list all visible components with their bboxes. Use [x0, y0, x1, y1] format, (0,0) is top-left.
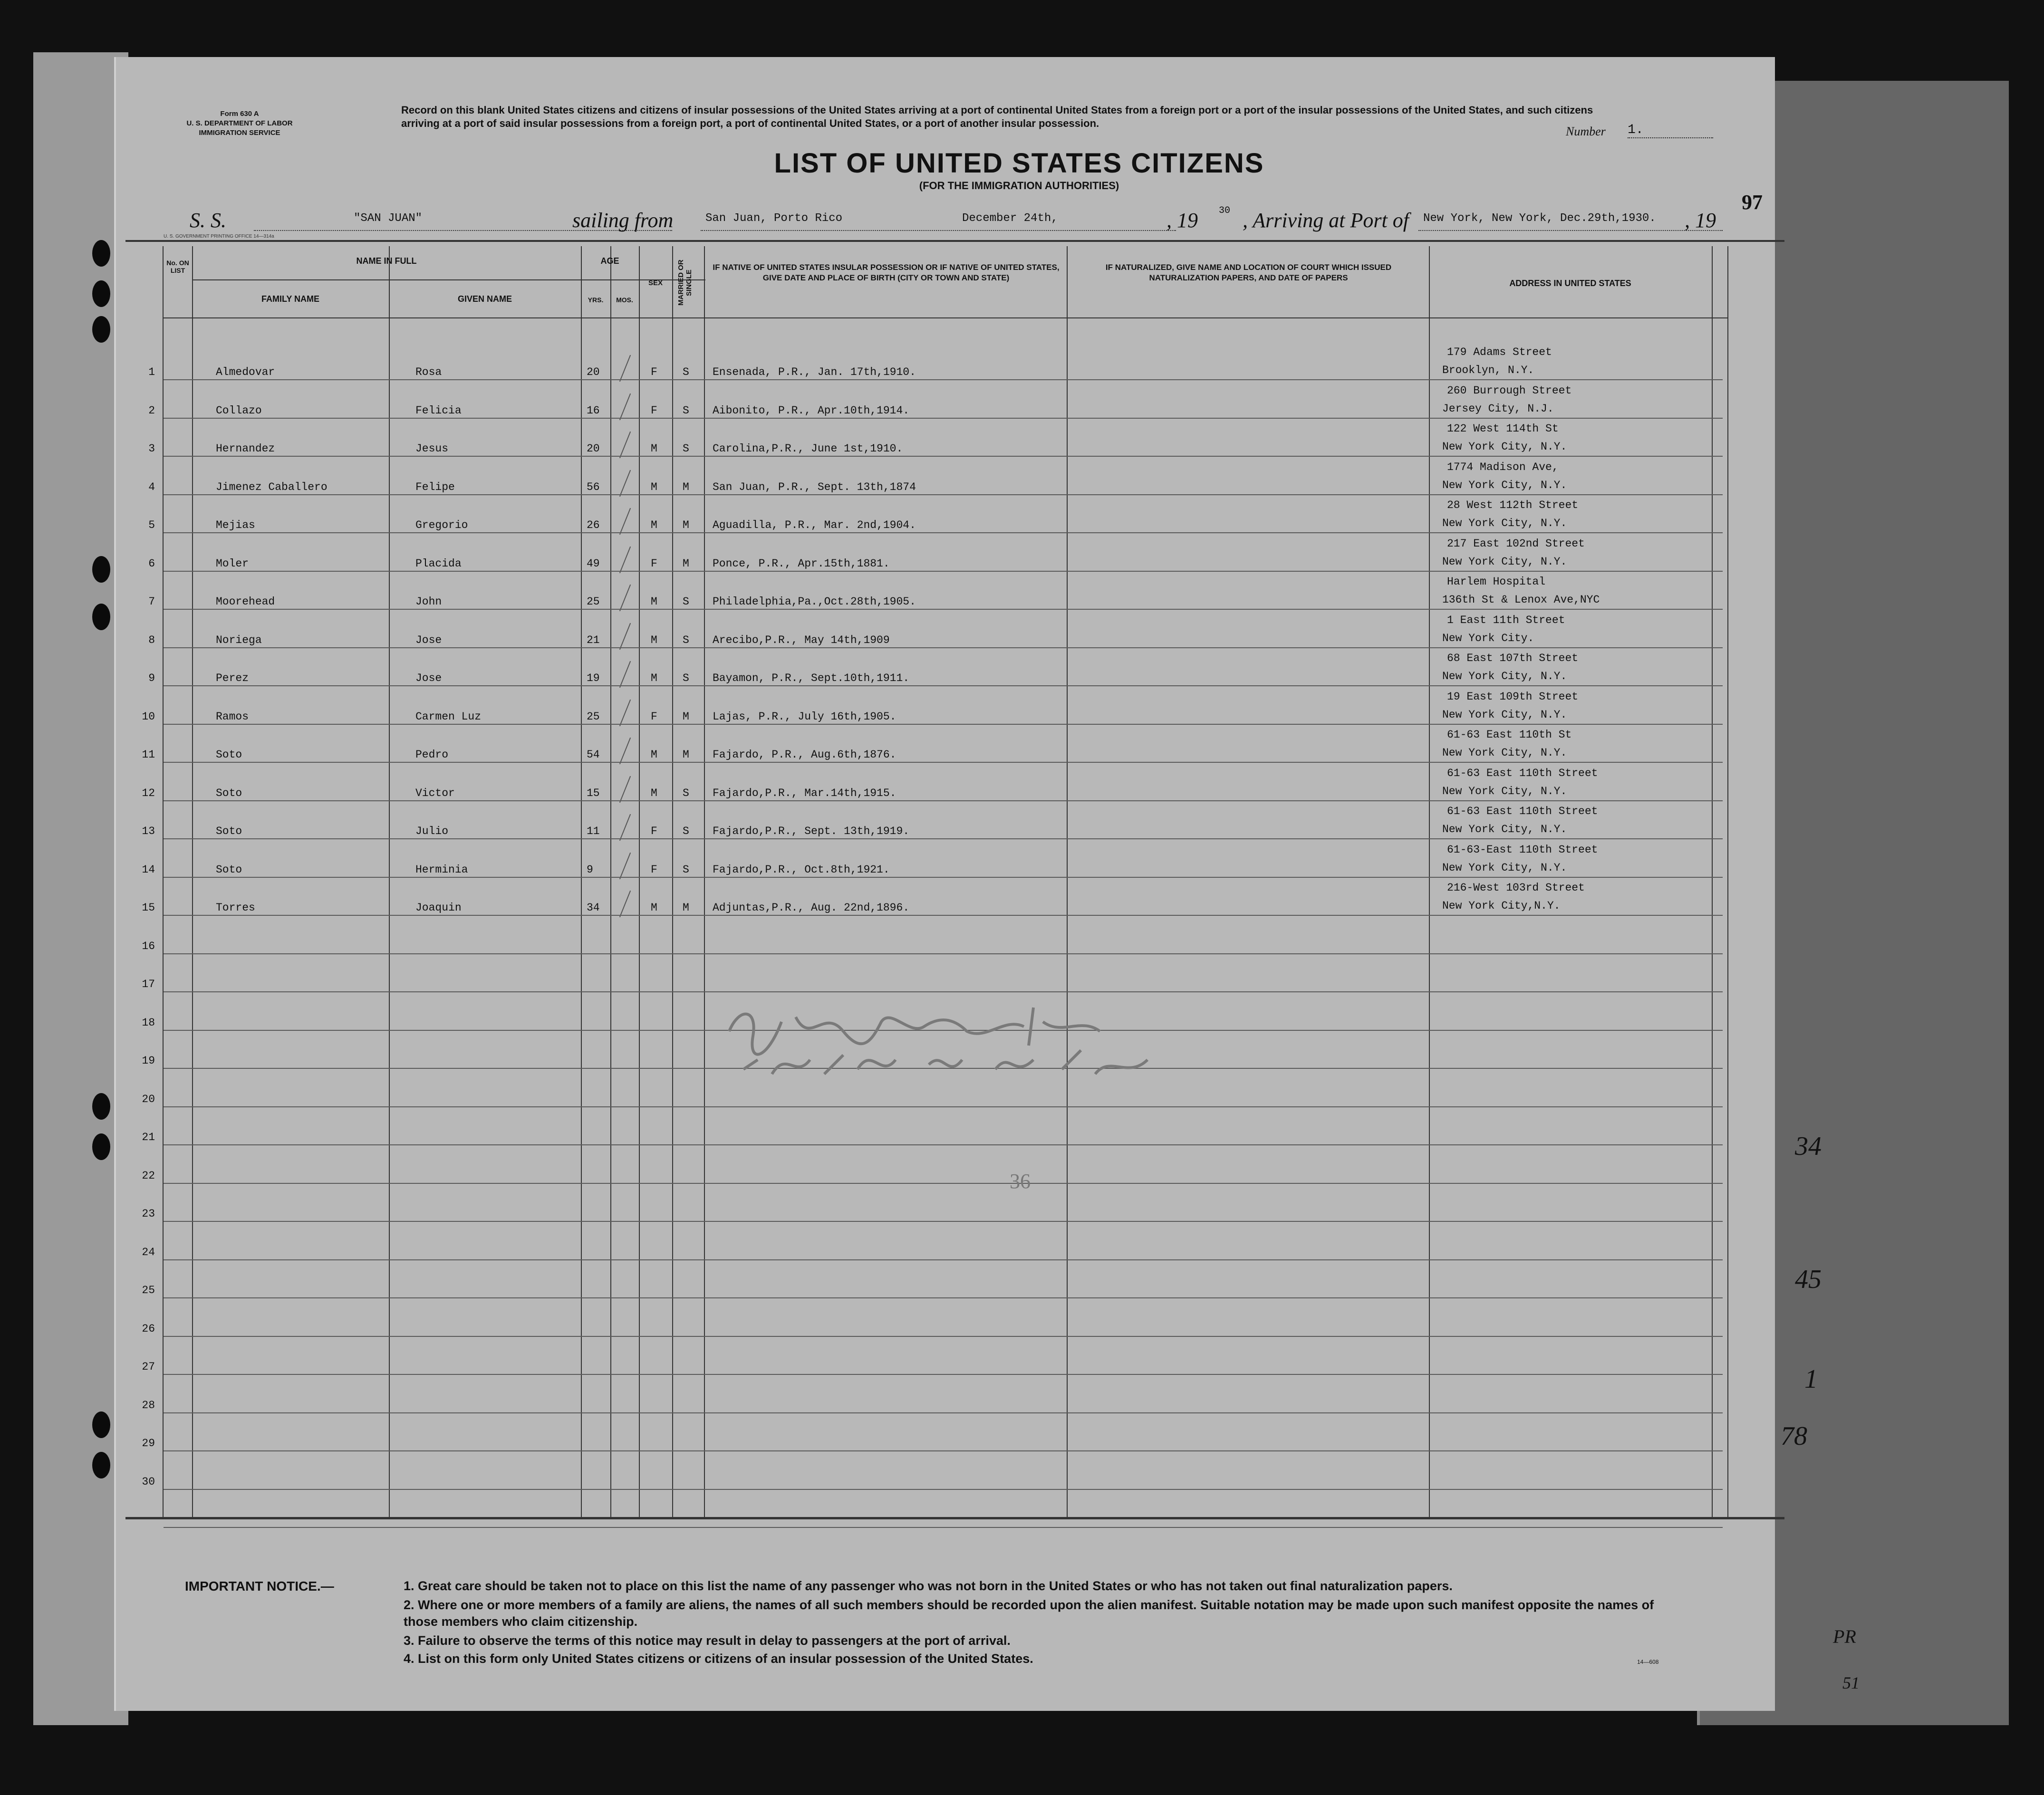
age-years: 15	[587, 787, 600, 799]
family-name: Ramos	[216, 710, 249, 723]
margin-note: 1	[1804, 1364, 1818, 1394]
sex: F	[651, 710, 657, 723]
header-divider	[192, 279, 705, 280]
marital-status: S	[683, 787, 689, 799]
notice-item: 4. List on this form only United States citizens or citizens of an insular possession of the United States.	[404, 1651, 1033, 1666]
table-row	[116, 572, 1775, 610]
months-dash-mark	[619, 623, 631, 649]
line-number: 6	[148, 557, 155, 570]
manifest-page	[114, 57, 1775, 1711]
row-rule	[164, 1336, 1723, 1337]
marital-status: M	[683, 480, 689, 493]
table-row	[116, 534, 1775, 572]
line-number: 20	[142, 1093, 155, 1105]
months-dash-mark	[619, 470, 631, 496]
address-line-2: New York City, N.Y.	[1442, 823, 1567, 835]
table-bottom-border	[125, 1517, 1784, 1519]
line-number: 1	[148, 366, 155, 378]
departure-line	[701, 230, 1176, 231]
birth-place-date: Philadelphia,Pa.,Oct.28th,1905.	[713, 595, 916, 608]
row-rule	[164, 418, 1723, 419]
months-dash-mark	[619, 699, 631, 726]
number-label: Number	[1566, 125, 1606, 138]
departure-date: December 24th,	[962, 212, 1058, 225]
address-line-2: New York City, N.Y.	[1442, 747, 1567, 759]
address-line-1: 61-63-East 110th Street	[1447, 843, 1598, 856]
given-name: Jesus	[415, 442, 449, 455]
row-rule	[164, 915, 1723, 916]
table-row	[116, 1375, 1775, 1413]
row-rule	[164, 647, 1723, 648]
row-rule	[164, 1374, 1723, 1375]
header-birth-place: IF NATIVE OF UNITED STATES INSULAR POSSESSION OR IF NATIVE OF UNITED STATES, GIVE DATE AND PLACE OF BIRTH (CITY OR TOWN AND STATE)	[713, 263, 1060, 282]
line-number: 12	[142, 787, 155, 799]
given-name: Felicia	[415, 404, 462, 417]
row-rule	[164, 1450, 1723, 1451]
given-name: Joaquin	[415, 902, 462, 914]
row-rule	[164, 1106, 1723, 1107]
line-number: 11	[142, 749, 155, 761]
sex: M	[651, 480, 657, 493]
table-row	[116, 1413, 1775, 1451]
header-address: ADDRESS IN UNITED STATES	[1509, 278, 1631, 288]
family-name: Soto	[216, 825, 242, 837]
address-line-2: 136th St & Lenox Ave,NYC	[1442, 594, 1600, 606]
table-row	[116, 419, 1775, 457]
table-row	[116, 840, 1775, 878]
birth-place-date: Fajardo,P.R., Mar.14th,1915.	[713, 787, 897, 799]
binder-hole	[92, 316, 110, 343]
family-name: Noriega	[216, 634, 262, 646]
address-line-1: Harlem Hospital	[1447, 576, 1546, 588]
line-number: 13	[142, 825, 155, 837]
address-line-1: 216-West 103rd Street	[1447, 882, 1585, 894]
line-number: 19	[142, 1055, 155, 1067]
row-rule	[164, 494, 1723, 495]
arriving-label: , Arriving at Port of	[1243, 209, 1409, 232]
number-value: 1.	[1628, 123, 1713, 138]
printer-note: U. S. GOVERNMENT PRINTING OFFICE 14—314a	[164, 234, 274, 239]
months-dash-mark	[619, 355, 631, 382]
header-bottom-border	[164, 317, 1727, 318]
age-years: 34	[587, 902, 600, 914]
page-title: LIST OF UNITED STATES CITIZENS	[774, 148, 1264, 179]
birth-place-date: Adjuntas,P.R., Aug. 22nd,1896.	[713, 902, 910, 914]
binder-hole	[92, 1411, 110, 1438]
family-name: Moorehead	[216, 595, 275, 608]
sex: M	[651, 672, 657, 684]
header-naturalization: IF NATURALIZED, GIVE NAME AND LOCATION OF COURT WHICH ISSUED NATURALIZATION PAPERS, AND DATE OF PAPERS	[1105, 263, 1392, 282]
address-line-1: 179 Adams Street	[1447, 346, 1552, 358]
given-name: Gregorio	[415, 519, 468, 531]
family-name: Perez	[216, 672, 249, 684]
header-no-on-list: No. ON LIST	[166, 259, 189, 274]
table-row	[116, 1107, 1775, 1145]
table-row	[116, 1299, 1775, 1337]
binder-hole	[92, 240, 110, 267]
row-rule	[164, 1489, 1723, 1490]
birth-place-date: Fajardo,P.R., Oct.8th,1921.	[713, 863, 890, 876]
header-family-name: FAMILY NAME	[261, 294, 320, 304]
age-years: 16	[587, 404, 600, 417]
row-rule	[164, 800, 1723, 801]
age-years: 25	[587, 595, 600, 608]
address-line-1: 217 East 102nd Street	[1447, 537, 1585, 550]
marital-status: S	[683, 634, 689, 646]
age-years: 49	[587, 557, 600, 570]
family-name: Mejias	[216, 519, 255, 531]
row-rule	[164, 1527, 1723, 1528]
row-rule	[164, 877, 1723, 878]
line-number: 30	[142, 1475, 155, 1488]
form-code: 14—608	[1637, 1659, 1659, 1665]
birth-place-date: Arecibo,P.R., May 14th,1909	[713, 634, 890, 646]
age-years: 20	[587, 366, 600, 378]
address-line-2: New York City, N.Y.	[1442, 517, 1567, 529]
table-row	[116, 1452, 1775, 1490]
marital-status: M	[683, 902, 689, 914]
address-line-2: Jersey City, N.J.	[1442, 402, 1554, 415]
given-name: Herminia	[415, 863, 468, 876]
table-row	[116, 763, 1775, 801]
months-dash-mark	[619, 546, 631, 573]
inspector-signature	[701, 989, 1262, 1093]
address-line-2: New York City, N.Y.	[1442, 785, 1567, 797]
marital-status: M	[683, 710, 689, 723]
line-number: 9	[148, 672, 155, 684]
address-line-2: New York City, N.Y.	[1442, 670, 1567, 682]
header-years: YRS.	[588, 296, 604, 304]
months-dash-mark	[619, 852, 631, 879]
binder-hole	[92, 1133, 110, 1160]
year2-prefix: , 19	[1685, 209, 1716, 232]
marital-status: S	[683, 442, 689, 455]
arrival-line	[1418, 230, 1723, 231]
margin-note: PR	[1833, 1626, 1856, 1647]
form-identifier	[149, 109, 330, 138]
row-rule	[164, 1412, 1723, 1413]
row-rule	[164, 571, 1723, 572]
row-rule	[164, 456, 1723, 457]
family-name: Collazo	[216, 404, 262, 417]
birth-place-date: Fajardo, P.R., Aug.6th,1876.	[713, 749, 897, 761]
sex: M	[651, 442, 657, 455]
row-rule	[164, 1259, 1723, 1260]
birth-place-date: Fajardo,P.R., Sept. 13th,1919.	[713, 825, 910, 837]
sex: M	[651, 595, 657, 608]
family-name: Torres	[216, 902, 255, 914]
sex: F	[651, 404, 657, 417]
line-number: 26	[142, 1322, 155, 1335]
age-years: 26	[587, 519, 600, 531]
months-dash-mark	[619, 738, 631, 764]
line-number: 18	[142, 1016, 155, 1029]
row-rule	[164, 1297, 1723, 1298]
line-number: 24	[142, 1246, 155, 1258]
row-rule	[164, 838, 1723, 839]
record-instructions: Record on this blank United States citizens and citizens of insular possessions of the United States arriving at a port of continental United States from a foreign port or a port of the insular possessions of the United States, and such citizens arriving at a port of said insular possessions from a foreign port, a port of continental United States, or a port of another insular possession.	[401, 104, 1593, 129]
address-line-1: 61-63 East 110th Street	[1447, 767, 1598, 779]
header-married-single: MARRIED OR SINGLE	[677, 259, 693, 306]
age-years: 19	[587, 672, 600, 684]
given-name: Julio	[415, 825, 449, 837]
sex: M	[651, 519, 657, 531]
row-rule	[164, 724, 1723, 725]
line-number: 29	[142, 1437, 155, 1449]
margin-note: 78	[1781, 1421, 1807, 1451]
binder-hole	[92, 604, 110, 630]
table-row	[116, 801, 1775, 839]
age-years: 25	[587, 710, 600, 723]
table-row	[116, 725, 1775, 763]
table-row	[116, 954, 1775, 992]
service-name: IMMIGRATION SERVICE	[199, 129, 280, 137]
given-name: Victor	[415, 787, 455, 799]
table-row	[116, 1260, 1775, 1298]
notice-heading: IMPORTANT NOTICE.—	[185, 1579, 334, 1593]
line-number: 14	[142, 863, 155, 876]
table-row	[116, 687, 1775, 725]
address-line-2: New York City, N.Y.	[1442, 479, 1567, 491]
margin-note: 45	[1795, 1265, 1822, 1294]
table-row	[116, 1146, 1775, 1184]
table-row	[116, 878, 1775, 916]
given-name: Pedro	[415, 749, 449, 761]
age-years: 9	[587, 863, 593, 876]
family-name: Soto	[216, 749, 242, 761]
page-subtitle: (FOR THE IMMIGRATION AUTHORITIES)	[919, 180, 1119, 192]
sex: F	[651, 825, 657, 837]
line-number: 22	[142, 1169, 155, 1182]
birth-place-date: Lajas, P.R., July 16th,1905.	[713, 710, 897, 723]
sailing-label: sailing from	[572, 209, 674, 232]
family-name: Soto	[216, 787, 242, 799]
header-months: MOS.	[616, 296, 633, 304]
stamp-mark: 36	[1010, 1170, 1031, 1193]
family-name: Jimenez Caballero	[216, 480, 328, 493]
months-dash-mark	[619, 891, 631, 917]
line-number: 17	[142, 978, 155, 990]
row-rule	[164, 953, 1723, 954]
address-line-1: 122 West 114th St	[1447, 422, 1559, 435]
age-years: 20	[587, 442, 600, 455]
arrival-port: New York, New York, Dec.29th,1930.	[1423, 212, 1656, 225]
months-dash-mark	[619, 585, 631, 611]
address-line-1: 68 East 107th Street	[1447, 652, 1579, 664]
row-rule	[164, 1221, 1723, 1222]
age-years: 11	[587, 825, 600, 837]
birth-place-date: Bayamon, P.R., Sept.10th,1911.	[713, 672, 910, 684]
address-line-1: 260 Burrough Street	[1447, 384, 1572, 397]
table-row	[116, 495, 1775, 533]
address-line-2: New York City, N.Y.	[1442, 708, 1567, 721]
birth-place-date: Carolina,P.R., June 1st,1910.	[713, 442, 903, 455]
family-name: Moler	[216, 557, 249, 570]
given-name: Felipe	[415, 480, 455, 493]
address-line-1: 1774 Madison Ave,	[1447, 461, 1559, 473]
birth-place-date: Aibonito, P.R., Apr.10th,1914.	[713, 404, 910, 417]
marital-status: M	[683, 519, 689, 531]
year-suffix: 30	[1219, 205, 1231, 216]
table-row	[116, 381, 1775, 419]
table-top-border	[125, 240, 1784, 242]
family-name: Hernandez	[216, 442, 275, 455]
marital-status: S	[683, 595, 689, 608]
months-dash-mark	[619, 661, 631, 688]
row-rule	[164, 685, 1723, 686]
sex: M	[651, 749, 657, 761]
page-number: 97	[1742, 191, 1763, 214]
months-dash-mark	[619, 776, 631, 802]
line-number: 25	[142, 1284, 155, 1296]
family-name: Soto	[216, 863, 242, 876]
line-number: 28	[142, 1399, 155, 1411]
address-line-2: New York City,N.Y.	[1442, 900, 1561, 912]
table-row	[116, 610, 1775, 648]
sex: M	[651, 787, 657, 799]
sex: F	[651, 366, 657, 378]
given-name: Carmen Luz	[415, 710, 482, 723]
line-number: 3	[148, 442, 155, 455]
address-line-1: 19 East 109th Street	[1447, 690, 1579, 703]
table-row	[116, 1337, 1775, 1375]
line-number: 5	[148, 519, 155, 531]
given-name: Placida	[415, 557, 462, 570]
line-number: 7	[148, 595, 155, 608]
notice-item: 3. Failure to observe the terms of this notice may result in delay to passengers at the port of arrival.	[404, 1633, 1011, 1648]
row-rule	[164, 532, 1723, 533]
months-dash-mark	[619, 508, 631, 535]
binder-hole	[92, 556, 110, 583]
birth-place-date: Aguadilla, P.R., Mar. 2nd,1904.	[713, 519, 916, 531]
marital-status: S	[683, 672, 689, 684]
marital-status: S	[683, 404, 689, 417]
address-line-2: New York City, N.Y.	[1442, 441, 1567, 453]
line-number: 23	[142, 1208, 155, 1220]
birth-place-date: Ensenada, P.R., Jan. 17th,1910.	[713, 366, 916, 378]
months-dash-mark	[619, 432, 631, 458]
row-rule	[164, 379, 1723, 380]
address-line-1: 61-63 East 110th St	[1447, 729, 1572, 741]
months-dash-mark	[619, 814, 631, 841]
age-years: 56	[587, 480, 600, 493]
given-name: Rosa	[415, 366, 442, 378]
given-name: John	[415, 595, 442, 608]
marital-status: S	[683, 825, 689, 837]
sex: F	[651, 557, 657, 570]
address-line-2: New York City.	[1442, 632, 1534, 644]
departure-port: San Juan, Porto Rico	[705, 212, 843, 225]
table-row	[116, 1184, 1775, 1222]
sex: M	[651, 902, 657, 914]
sex: M	[651, 634, 657, 646]
marital-status: S	[683, 366, 689, 378]
sex: F	[651, 863, 657, 876]
ss-label: S. S.	[190, 209, 226, 232]
row-rule	[164, 609, 1723, 610]
marital-status: M	[683, 557, 689, 570]
line-number: 15	[142, 902, 155, 914]
address-line-2: New York City, N.Y.	[1442, 861, 1567, 874]
address-line-1: 61-63 East 110th Street	[1447, 805, 1598, 817]
form-number: Form 630 A	[220, 110, 259, 118]
binder-hole	[92, 280, 110, 307]
marital-status: M	[683, 749, 689, 761]
address-line-2: Brooklyn, N.Y.	[1442, 364, 1534, 376]
table-row	[116, 916, 1775, 954]
age-years: 21	[587, 634, 600, 646]
line-number: 10	[142, 710, 155, 723]
header-given-name: GIVEN NAME	[457, 294, 512, 304]
ship-name: "SAN JUAN"	[354, 212, 423, 225]
birth-place-date: San Juan, P.R., Sept. 13th,1874	[713, 480, 916, 493]
notice-item: 1. Great care should be taken not to place on this list the name of any passenger who was not born in the United States or who has not taken out final naturalization papers.	[404, 1579, 1453, 1593]
address-line-1: 1 East 11th Street	[1447, 614, 1565, 626]
given-name: Jose	[415, 672, 442, 684]
margin-note: 34	[1795, 1132, 1822, 1161]
department-name: U. S. DEPARTMENT OF LABOR	[186, 119, 293, 127]
table-row	[116, 342, 1775, 380]
age-years: 54	[587, 749, 600, 761]
table-row	[116, 457, 1775, 495]
table-row	[116, 648, 1775, 686]
notice-item: 2. Where one or more members of a family are aliens, the names of all such members should be recorded upon the alien manifest. Suitable notation may be made upon such manifest opposite the names of those members who claim citizenship.	[404, 1598, 1654, 1629]
header-age: AGE	[600, 256, 619, 266]
line-number: 16	[142, 940, 155, 952]
marital-status: S	[683, 863, 689, 876]
binder-hole	[92, 1093, 110, 1120]
row-rule	[164, 762, 1723, 763]
header-name-in-full: NAME IN FULL	[356, 256, 417, 266]
line-number: 21	[142, 1131, 155, 1143]
line-number: 27	[142, 1361, 155, 1373]
given-name: Jose	[415, 634, 442, 646]
row-rule	[164, 1183, 1723, 1184]
family-name: Almedovar	[216, 366, 275, 378]
line-number: 8	[148, 634, 155, 646]
table-row	[116, 1222, 1775, 1260]
line-number: 4	[148, 480, 155, 493]
birth-place-date: Ponce, P.R., Apr.15th,1881.	[713, 557, 890, 570]
line-number: 2	[148, 404, 155, 417]
year-prefix: , 19	[1167, 209, 1198, 232]
margin-note: 51	[1842, 1673, 1860, 1692]
months-dash-mark	[619, 393, 631, 420]
header-sex: SEX	[648, 279, 663, 287]
address-line-2: New York City, N.Y.	[1442, 555, 1567, 568]
row-rule	[164, 1144, 1723, 1145]
address-line-1: 28 West 112th Street	[1447, 499, 1579, 511]
binder-hole	[92, 1452, 110, 1478]
